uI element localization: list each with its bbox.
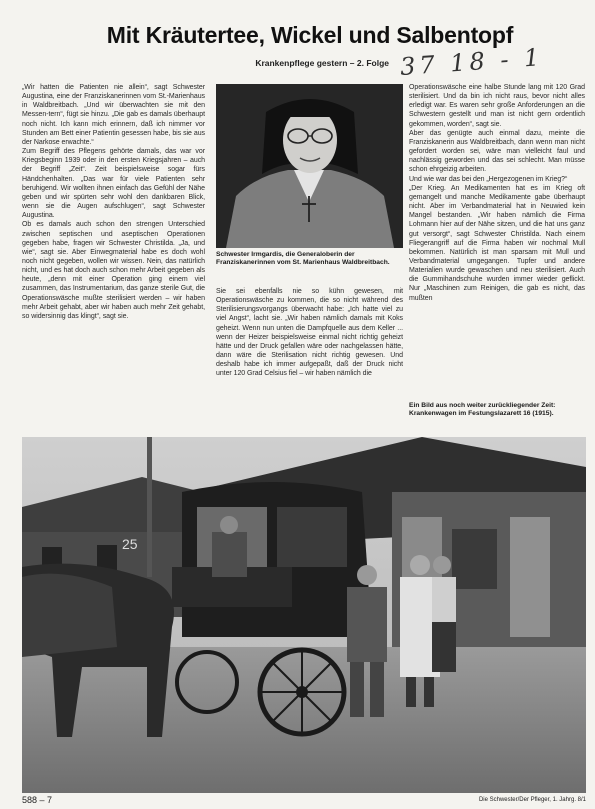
article-column-2 xyxy=(216,287,403,426)
barracks-number: 25 xyxy=(122,536,138,552)
article-column-1 xyxy=(22,83,205,426)
paragraph: Sie sei ebenfalls nie so kühn gewesen, mit Operationswäsche zu kommen, die so nicht während des Sterilisierungsvorgangs überwacht habe: „Ich hatte viel zu viel Angst“, lacht sie. „Wir haben nämlich damals mit Koks geheizt. Wenn nun unten die Dampfquelle aus dem Keller ... wenn der Heizer beispielsweise einmal nicht richtig geheizt hätte und der Druck gefallen wäre oder nachgelassen hätte, dann wäre die Sterilisation nicht richtig gewesen. Und deshalb habe ich immer aufgepaßt, daß der Druck nicht unter 120 Grad Celsius fiel – wir haben nämlich die xyxy=(216,288,403,378)
paragraph: Ob es damals auch schon den strengen Unterschied zwischen septischen und aseptischen Operationen gegeben habe, fragen wir Schwester Christilda. „Ja, und wie“, sagt sie. Aber Einwegmaterial habe es doch wohl noch nicht gegeben, wollen wir wissen. Nein, das natürlich nicht, und es hat doch auch schon mehr Arbeit gegeben als heute, „denn mit einer Operation ging einem viel zusammen, das Instrumentarium, das ganze sterile Gut, die Operationswäsche mußte sterilisiert werden – wir haben mehr Arbeit gehabt, aber wir haben auch mehr Zeit gehabt, so widersinnig das klingt“, sagt sie. xyxy=(22,221,205,320)
handwritten-note: 37 18 - 1 xyxy=(399,43,545,81)
article-title: Mit Kräutertee, Wickel und Salbentopf xyxy=(106,22,514,48)
article-column-3 xyxy=(409,83,585,401)
paragraph: „Wir hatten die Patienten nie allein“, sagt Schwester Augustina, eine der Franziskanerinnen vom St.-Marienhaus in Waldbreitbach. „Und wir überwachten sie mit den Messen-tern“, fügt sie hinzu. „Die gab es damals überhaupt noch nicht. Ich kann mich erinnern, daß ich nimmer vor Stunden am Bett einer Patientin gesessen habe, bis sie aus der Narkose erwachte.“ xyxy=(22,84,205,146)
paragraph: Aber das genügte auch einmal dazu, meinte die Franziskanerin aus Waldbreitbach, dann wenn man nicht gefordert worden sei, wäre man vielleicht faul und nachlässig geworden und das sei schlecht. Man müsse schon ehrgeizig arbeiten. xyxy=(409,129,585,174)
portrait-photo xyxy=(216,84,403,248)
historic-ambulance-photo xyxy=(22,437,586,793)
page-number: 588 – 7 xyxy=(22,795,53,805)
article-subtitle: Krankenpflege gestern – 2. Folge xyxy=(255,58,389,68)
paragraph: „Der Krieg. An Medikamenten hat es im Krieg oft gemangelt und manche Medikamente gabe überhaupt nicht. Aber im Verbandmaterial hat in Neuwied kein Mangel bestanden. „Wir haben nämlich die Firma Lohmann hier auf der Nähe sitzen, und die hat uns ganz gut versorgt“, sagt Schwester Christilda. Nach einem Fliegerangriff auf die Firma haben wir nochmal Mull bekommen. Natürlich ist man sparsam mit Mull und Verbandmaterial umgegangen. Tupfer und andere Materialien wurde gewaschen und neu sterilisiert. Auch die Gummihandschuhe wurden immer wieder geflickt. Nur „Maschinen zum Reinigen, die gab es nicht, das mußten xyxy=(409,184,585,302)
paragraph: Zum Begriff des Pflegens gehörte damals, das war vor Kriegsbeginn 1939 oder in den ersten Kriegsjahren – auch der Begriff „Zeit“. Zeit beispielsweise sogar fürs Händchenhalten. „Das war für viele Patienten sehr beruhigend. Wir wollten ihnen einfach das Gefühl der Nähe geben und wir spürten sehr wohl den dankbaren Blick, wenn sie die Augen aufschlugen“, sagt Schwester Augustina. xyxy=(22,148,205,220)
paragraph: Operationswäsche eine halbe Stunde lang mit 120 Grad sterilisiert. Und da bin ich nicht raus, bevor nicht alles erledigt war. Es waren sehr große Anforderungen an die Schwestern gestellt und man ist nicht gern ordentlich gekommen, worden“, sagt sie. xyxy=(409,84,585,128)
portrait-caption: Schwester Irmgardis, die Generaloberin der Franziskanerinnen vom St. Marienhaus Waldbreitbach. xyxy=(216,251,390,267)
journal-reference: Die Schwester/Der Pfleger, 1. Jahrg. 8/1 xyxy=(478,797,586,803)
paragraph: Und wie war das bei den „Hergezogenen im Krieg?“ xyxy=(409,175,568,183)
photo-caption: Ein Bild aus noch weiter zurückliegender Zeit: Krankenwagen im Festungslazarett 16 (1915). xyxy=(409,402,556,418)
